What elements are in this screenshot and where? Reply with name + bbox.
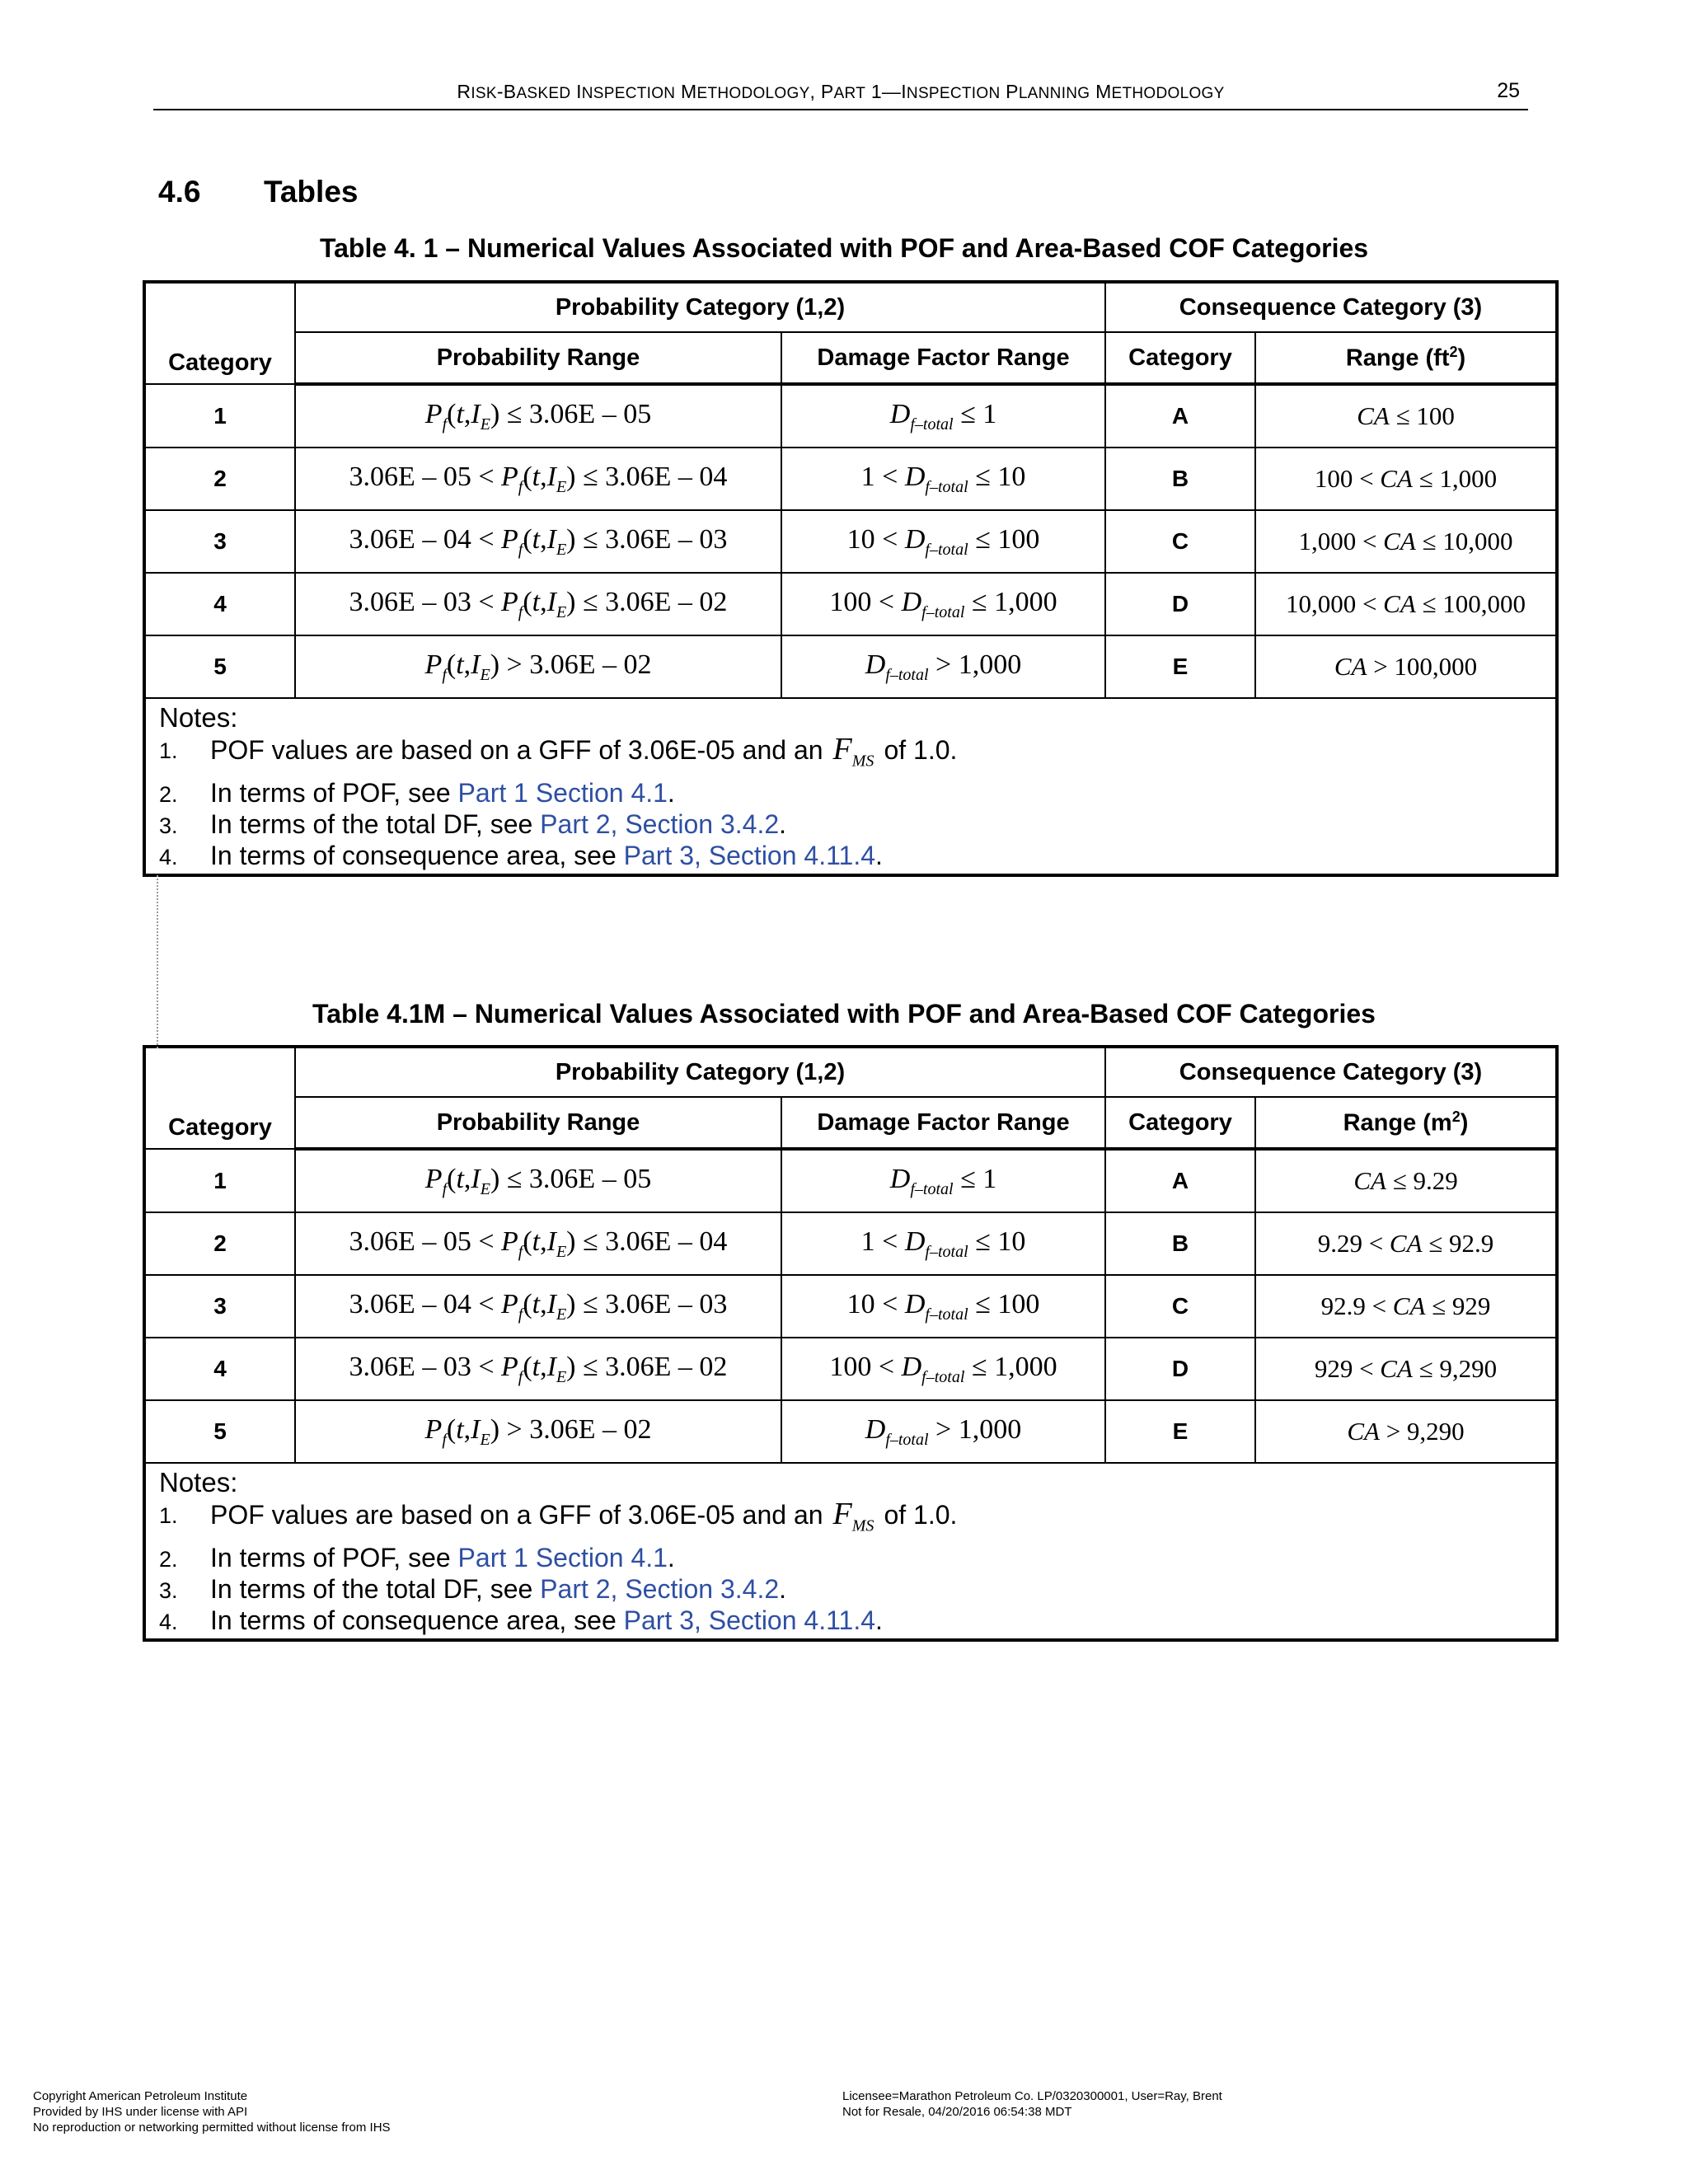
notes-row bbox=[144, 1463, 1557, 1640]
damage-factor-range: $D_{f-total} > 1,000$ bbox=[781, 635, 1105, 698]
consequence-range: CA > 9,290 bbox=[1255, 1400, 1557, 1463]
table-notes bbox=[144, 1463, 1557, 1640]
col-probability-range-header: Probability Range bbox=[295, 1097, 781, 1149]
footer-provider: Provided by IHS under license with API bbox=[33, 2105, 248, 2119]
probability-range: $3.06E - 05 < P_f(t,I_E) \le 3.06E - 04$ bbox=[295, 448, 781, 510]
consequence-category: D bbox=[1105, 1338, 1255, 1400]
note-4: 4. In terms of consequence area, see Part 3, Section 4.11.4. bbox=[146, 1605, 1555, 1636]
note-number: 4. bbox=[159, 844, 178, 869]
probability-category: 5 bbox=[144, 635, 295, 698]
note-text-tail: of 1.0. bbox=[884, 735, 958, 765]
note-number: 2. bbox=[159, 781, 178, 807]
probability-category: 1 bbox=[144, 1149, 295, 1212]
consequence-range: 929 < CA ≤ 9,290 bbox=[1255, 1338, 1557, 1400]
footer-right bbox=[842, 2088, 1222, 2120]
note-text: In terms of POF, see bbox=[210, 1542, 458, 1572]
probability-range: $P_f(t,I_E) \le 3.06E - 05$ bbox=[295, 1149, 781, 1212]
consequence-group-header: Consequence Category (3) bbox=[1105, 1047, 1557, 1097]
link-part1-section-4-1[interactable]: Part 1 Section 4.1 bbox=[457, 777, 668, 808]
probability-range: $3.06E - 03 < P_f(t,I_E) \le 3.06E - 02$ bbox=[295, 1338, 781, 1400]
consequence-category: C bbox=[1105, 1275, 1255, 1338]
table-row bbox=[144, 635, 1557, 698]
damage-factor-range: $10 < D_{f-total} \le 100$ bbox=[781, 1275, 1105, 1338]
section-number: 4.6 bbox=[158, 175, 201, 209]
note-number: 1. bbox=[159, 738, 178, 763]
notes-title: Notes: bbox=[159, 702, 238, 733]
running-header-title: RISK-BASKED INSPECTION METHODOLOGY, PART 1—INSPECTION PLANNING METHODOLOGY bbox=[457, 81, 1225, 102]
consequence-range: 100 < CA ≤ 1,000 bbox=[1255, 448, 1557, 510]
table-row bbox=[144, 448, 1557, 510]
consequence-category: B bbox=[1105, 1212, 1255, 1275]
damage-factor-range: $1 < D_{f-total} \le 10$ bbox=[781, 1212, 1105, 1275]
section-title: Tables bbox=[264, 175, 359, 209]
table-row bbox=[144, 1212, 1557, 1275]
consequence-range: CA ≤ 100 bbox=[1255, 384, 1557, 448]
probability-category: 3 bbox=[144, 1275, 295, 1338]
damage-factor-range: $D_{f-total} \le 1$ bbox=[781, 384, 1105, 448]
consequence-category: E bbox=[1105, 1400, 1255, 1463]
note-1 bbox=[146, 1498, 1555, 1542]
table-title: Table 4. 1 – Numerical Values Associated with POF and Area-Based COF Categories bbox=[319, 233, 1369, 263]
col-category-header: Category bbox=[144, 282, 295, 384]
footer-resale: Not for Resale, 04/20/2016 06:54:38 MDT bbox=[842, 2105, 1072, 2119]
note-1 bbox=[146, 733, 1555, 777]
probability-category: 5 bbox=[144, 1400, 295, 1463]
col-consequence-category-header: Category bbox=[1105, 332, 1255, 384]
col-range-header: Range $(m^2)$ bbox=[1255, 1097, 1557, 1149]
probability-group-header: Probability Category (1,2) bbox=[295, 1047, 1105, 1097]
data-table bbox=[143, 280, 1559, 877]
notes-row bbox=[144, 698, 1557, 875]
note-3: 3. In terms of the total DF, see Part 2, Section 3.4.2. bbox=[146, 808, 1555, 840]
probability-range: $3.06E - 03 < P_f(t,I_E) \le 3.06E - 02$ bbox=[295, 573, 781, 635]
col-damage-factor-header: Damage Factor Range bbox=[781, 332, 1105, 384]
col-range-header: Range $(ft^2)$ bbox=[1255, 332, 1557, 384]
consequence-category: A bbox=[1105, 1149, 1255, 1212]
damage-factor-range: $100 < D_{f-total} \le 1,000$ bbox=[781, 573, 1105, 635]
note-3: 3. In terms of the total DF, see Part 2, Section 3.4.2. bbox=[146, 1573, 1555, 1605]
note-text: In terms of consequence area, see bbox=[210, 840, 624, 870]
col-category-header: Category bbox=[144, 1047, 295, 1149]
note-number: 3. bbox=[159, 813, 178, 838]
probability-category: 3 bbox=[144, 510, 295, 573]
footer-left bbox=[33, 2088, 391, 2135]
running-header bbox=[153, 76, 1528, 110]
note-number: 1. bbox=[159, 1503, 178, 1528]
note-text: In terms of POF, see bbox=[210, 777, 458, 808]
consequence-range: 9.29 < CA ≤ 92.9 bbox=[1255, 1212, 1557, 1275]
note-text: In terms of the total DF, see bbox=[210, 808, 541, 839]
note-text: POF values are based on a GFF of 3.06E-05 and an bbox=[210, 1500, 823, 1530]
damage-factor-range: $100 < D_{f-total} \le 1,000$ bbox=[781, 1338, 1105, 1400]
consequence-category: E bbox=[1105, 635, 1255, 698]
consequence-range: 10,000 < CA ≤ 100,000 bbox=[1255, 573, 1557, 635]
footer-reproduction: No reproduction or networking permitted without license from IHS bbox=[33, 2121, 391, 2135]
consequence-range: CA ≤ 9.29 bbox=[1255, 1149, 1557, 1212]
consequence-range: 92.9 < CA ≤ 929 bbox=[1255, 1275, 1557, 1338]
link-part3-section-4-11-4[interactable]: Part 3, Section 4.11.4 bbox=[623, 1605, 875, 1635]
note-2: 2. In terms of POF, see Part 1 Section 4.1. bbox=[146, 1542, 1555, 1573]
note-text: In terms of the total DF, see bbox=[210, 1573, 541, 1604]
table-row bbox=[144, 1275, 1557, 1338]
probability-category: 1 bbox=[144, 384, 295, 448]
data-table bbox=[143, 1045, 1559, 1642]
page-number: 25 bbox=[1497, 79, 1520, 102]
link-part3-section-4-11-4[interactable]: Part 3, Section 4.11.4 bbox=[623, 840, 875, 870]
table-row bbox=[144, 1400, 1557, 1463]
footer-copyright: Copyright American Petroleum Institute bbox=[33, 2089, 248, 2103]
consequence-category: B bbox=[1105, 448, 1255, 510]
probability-range: $P_f(t,I_E) > 3.06E - 02$ bbox=[295, 1400, 781, 1463]
consequence-range: CA > 100,000 bbox=[1255, 635, 1557, 698]
note-number: 2. bbox=[159, 1546, 178, 1572]
note-number: 3. bbox=[159, 1577, 178, 1603]
consequence-group-header: Consequence Category (3) bbox=[1105, 282, 1557, 332]
consequence-range: 1,000 < CA ≤ 10,000 bbox=[1255, 510, 1557, 573]
probability-category: 4 bbox=[144, 573, 295, 635]
probability-category: 4 bbox=[144, 1338, 295, 1400]
probability-range: $P_f(t,I_E) > 3.06E - 02$ bbox=[295, 635, 781, 698]
link-part1-section-4-1[interactable]: Part 1 Section 4.1 bbox=[457, 1542, 668, 1572]
table-row bbox=[144, 1149, 1557, 1212]
damage-factor-range: $1 < D_{f-total} \le 10$ bbox=[781, 448, 1105, 510]
note-4: 4. In terms of consequence area, see Part 3, Section 4.11.4. bbox=[146, 840, 1555, 871]
margin-marks bbox=[157, 875, 162, 1048]
link-part2-section-3-4-2[interactable]: Part 2, Section 3.4.2 bbox=[540, 808, 780, 839]
table-row bbox=[144, 573, 1557, 635]
consequence-category: D bbox=[1105, 573, 1255, 635]
col-probability-range-header: Probability Range bbox=[295, 332, 781, 384]
table-row bbox=[144, 384, 1557, 448]
note-text: POF values are based on a GFF of 3.06E-05 and an bbox=[210, 735, 823, 765]
probability-range: $P_f(t,I_E) \le 3.06E - 05$ bbox=[295, 384, 781, 448]
section-heading bbox=[158, 175, 358, 209]
probability-range: $3.06E - 04 < P_f(t,I_E) \le 3.06E - 03$ bbox=[295, 510, 781, 573]
table-notes bbox=[144, 698, 1557, 875]
table-row bbox=[144, 1338, 1557, 1400]
link-part2-section-3-4-2[interactable]: Part 2, Section 3.4.2 bbox=[540, 1573, 780, 1604]
note-text: In terms of consequence area, see bbox=[210, 1605, 624, 1635]
probability-range: $3.06E - 05 < P_f(t,I_E) \le 3.06E - 04$ bbox=[295, 1212, 781, 1275]
consequence-category: C bbox=[1105, 510, 1255, 573]
note-text-tail: of 1.0. bbox=[884, 1500, 958, 1530]
fms-symbol: $F_{MS}$ bbox=[832, 1497, 874, 1535]
consequence-category: A bbox=[1105, 384, 1255, 448]
footer-licensee: Licensee=Marathon Petroleum Co. LP/0320300001, User=Ray, Brent bbox=[842, 2089, 1222, 2103]
probability-category: 2 bbox=[144, 448, 295, 510]
damage-factor-range: $10 < D_{f-total} \le 100$ bbox=[781, 510, 1105, 573]
note-2: 2. In terms of POF, see Part 1 Section 4.1. bbox=[146, 777, 1555, 808]
damage-factor-range: $D_{f-total} > 1,000$ bbox=[781, 1400, 1105, 1463]
fms-symbol: $F_{MS}$ bbox=[832, 732, 874, 771]
damage-factor-range: $D_{f-total} \le 1$ bbox=[781, 1149, 1105, 1212]
note-number: 4. bbox=[159, 1609, 178, 1634]
table-title: Table 4.1M – Numerical Values Associated with POF and Area-Based COF Categories bbox=[312, 999, 1376, 1029]
col-consequence-category-header: Category bbox=[1105, 1097, 1255, 1149]
probability-range: $3.06E - 04 < P_f(t,I_E) \le 3.06E - 03$ bbox=[295, 1275, 781, 1338]
table-row bbox=[144, 510, 1557, 573]
probability-category: 2 bbox=[144, 1212, 295, 1275]
probability-group-header: Probability Category (1,2) bbox=[295, 282, 1105, 332]
notes-title: Notes: bbox=[159, 1467, 238, 1497]
col-damage-factor-header: Damage Factor Range bbox=[781, 1097, 1105, 1149]
